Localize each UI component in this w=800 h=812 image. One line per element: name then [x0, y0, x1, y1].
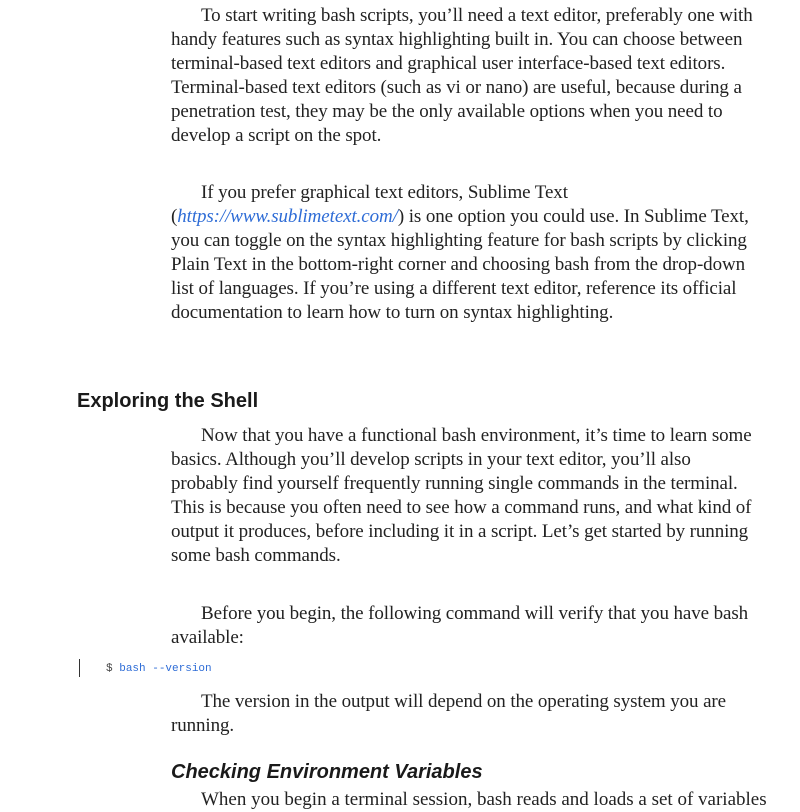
- subsection-heading: Checking Environment Variables: [171, 761, 483, 783]
- section-heading: Exploring the Shell: [77, 390, 259, 412]
- code-snippet: [106, 662, 212, 676]
- code-prompt: $: [106, 663, 113, 675]
- paragraph-exploring-shell: Now that you have a functional bash environment, it’s time to learn some basics. Although you’ll develop scripts in your text editor, you’ll also probably find yourself frequently running single commands in the terminal. This is because you often need to see how a command runs, and what kind of output it produces, before including it in a script. Let’s get started by running some bash commands.: [171, 425, 752, 566]
- code-command: bash --version: [119, 663, 212, 675]
- paragraph-sublime-text: [171, 181, 761, 325]
- code-margin-bar: [79, 659, 80, 677]
- paragraph-text: If you prefer graphical text editors, Sublime Text (: [171, 182, 568, 227]
- cutoff-paragraph: [171, 789, 771, 810]
- paragraph-text: ) is one option you could use. In Sublime Text, you can toggle on the syntax highlighting feature for bash scripts by clicking Plain Text in the bottom-right corner and choosing bash from the drop-down list of languages. If you’re using a different text editor, reference its official documentation to learn how to turn on syntax highlighting.: [171, 206, 749, 323]
- paragraph-before-begin: Before you begin, the following command will verify that you have bash available:: [171, 603, 749, 648]
- paragraph-text-editors: To start writing bash scripts, you’ll need a text editor, preferably one with handy features such as syntax highlighting built in. You can choose between terminal-based text editors and graphical user interface-based text editors. Terminal-based text editors (such as vi or nano) are useful, because during a penetration test, they may be the only available options when you need to develop a script on the spot.: [171, 5, 753, 146]
- cutoff-paragraph-text: When you begin a terminal session, bash reads and loads a set of variables: [201, 789, 767, 810]
- paragraph-version-output: The version in the output will depend on the operating system you are running.: [171, 691, 726, 736]
- sublime-link[interactable]: https://www.sublimetext.com/: [177, 206, 398, 227]
